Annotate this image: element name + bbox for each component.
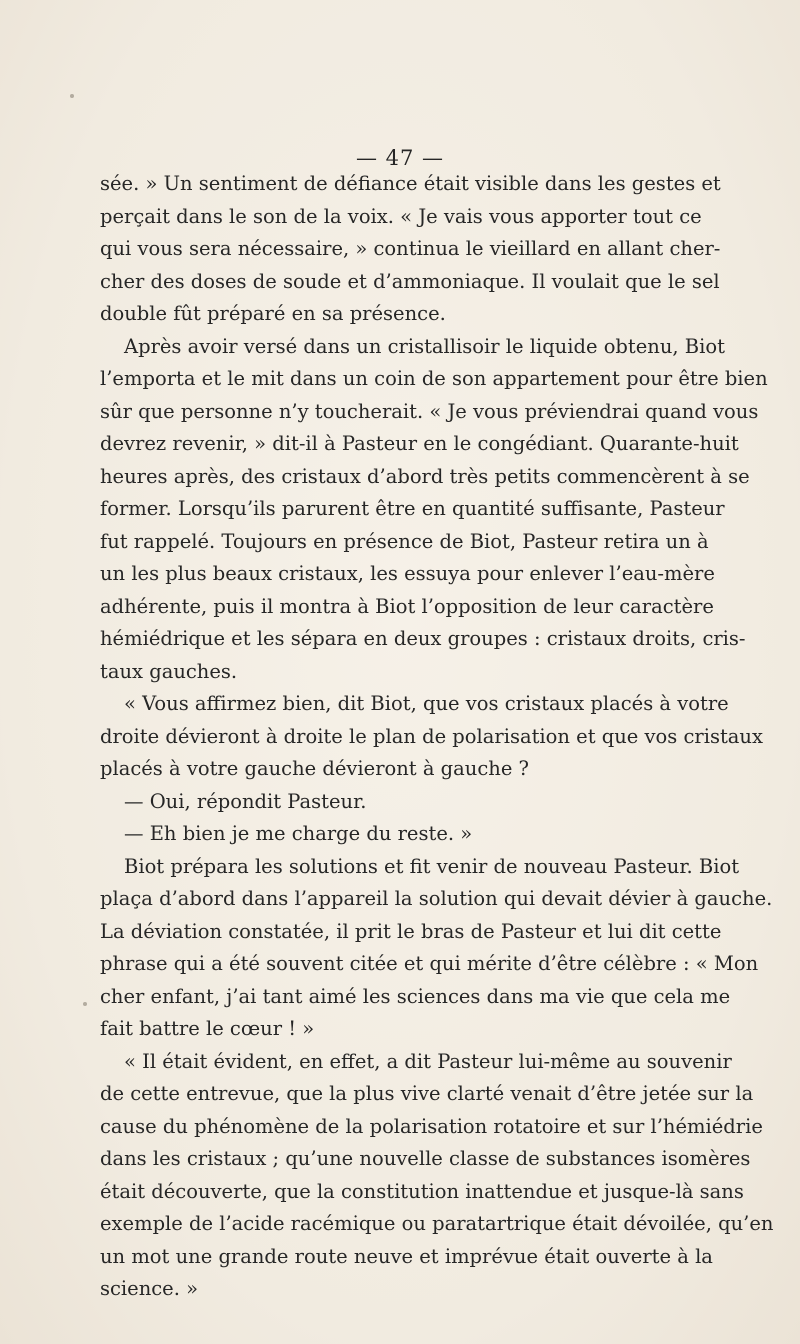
text-line: double fût préparé en sa présence. (100, 302, 446, 325)
text-line: taux gauches. (100, 659, 238, 683)
text-line: sée. » Un sentiment de défiance était visible dans les gestes et (100, 172, 721, 195)
text-line: un mot une grande route neuve et imprévue était ouverte à la (100, 1244, 713, 1268)
body-text (100, 168, 774, 1306)
text-line: La déviation constatée, il prit le bras de Pasteur et lui dit cette (100, 919, 722, 943)
text-line: fut rappelé. Toujours en présence de Biot, Pasteur retira un à (100, 529, 709, 553)
text-line: cher des doses de soude et d’ammoniaque. Il voulait que le sel (100, 269, 720, 293)
text-line: un les plus beaux cristaux, les essuya pour enlever l’eau-mère (100, 562, 715, 585)
text-line: droite dévieront à droite le plan de polarisation et que vos cristaux (100, 724, 763, 748)
text-line: phrase qui a été souvent citée et qui mérite d’être célèbre : « Mon (100, 952, 759, 975)
text-line: dans les cristaux ; qu’une nouvelle classe de substances isomères (100, 1147, 751, 1170)
text-line: devrez revenir, » dit-il à Pasteur en le congédiant. Quarante-huit (100, 432, 739, 455)
text-line: Biot prépara les solutions et fit venir de nouveau Pasteur. Biot (124, 854, 740, 878)
text-line: placés à votre gauche dévieront à gauche ? (100, 757, 530, 780)
text-line: sûr que personne n’y toucherait. « Je vous préviendrai quand vous (100, 399, 759, 423)
text-line: de cette entrevue, que la plus vive clarté venait d’être jetée sur la (100, 1082, 754, 1105)
text-line: adhérente, puis il montra à Biot l’opposition de leur caractère (100, 594, 714, 618)
text-line: — Oui, répondit Pasteur. (124, 789, 367, 813)
paper-speck (83, 1002, 87, 1006)
text-line: fait battre le cœur ! » (100, 1017, 315, 1040)
text-line: qui vous sera nécessaire, » continua le vieillard en allant cher- (100, 237, 721, 260)
text-line: former. Lorsqu’ils parurent être en quantité suffisante, Pasteur (100, 497, 725, 520)
text-line: plaça d’abord dans l’appareil la solution qui devait dévier à gauche. (100, 887, 773, 910)
text-line: était découverte, que la constitution inattendue et jusque-là sans (100, 1179, 744, 1203)
text-line: exemple de l’acide racémique ou paratartrique était dévoilée, qu’en (100, 1212, 774, 1235)
text-line: « Vous affirmez bien, dit Biot, que vos cristaux placés à votre (124, 692, 729, 715)
text-line: heures après, des cristaux d’abord très petits commencèrent à se (100, 464, 750, 488)
text-line: cause du phénomène de la polarisation rotatoire et sur l’hémiédrie (100, 1114, 763, 1138)
text-line: « Il était évident, en effet, a dit Pasteur lui-même au souvenir (124, 1049, 732, 1073)
text-line: l’emporta et le mit dans un coin de son appartement pour être bien (100, 367, 768, 390)
text-line: hémiédrique et les sépara en deux groupes : cristaux droits, cris- (100, 627, 746, 650)
text-line: perçait dans le son de la voix. « Je vais vous apporter tout ce (100, 204, 702, 228)
text-line: Après avoir versé dans un cristallisoir le liquide obtenu, Biot (124, 334, 725, 358)
text-line: cher enfant, j’ai tant aimé les sciences dans ma vie que cela me (100, 984, 731, 1008)
page-number: — 47 — (355, 146, 445, 170)
text-line: — Eh bien je me charge du reste. » (124, 822, 473, 845)
text-line: science. » (100, 1277, 199, 1300)
paper-speck (70, 94, 74, 98)
